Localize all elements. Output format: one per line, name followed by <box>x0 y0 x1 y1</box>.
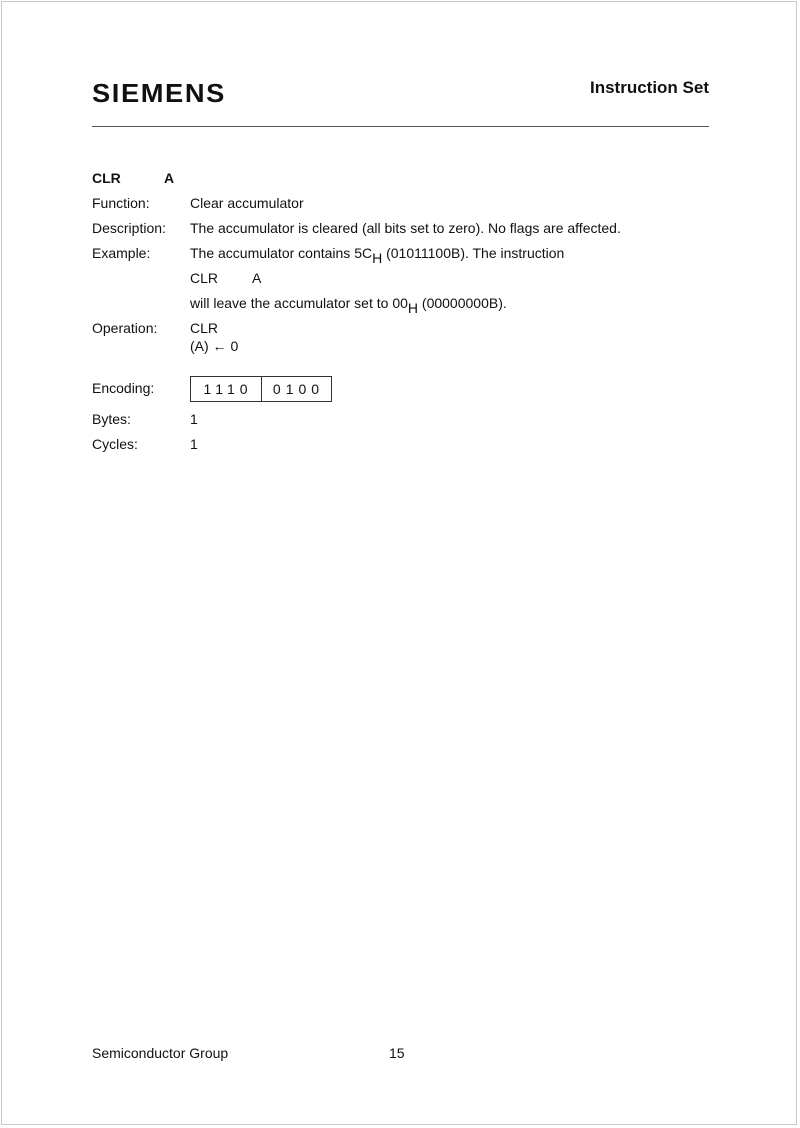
footer-page-number: 15 <box>389 1045 405 1061</box>
operation-expression: (A) ← 0 <box>190 338 239 354</box>
encoding-low-nibble: 0100 <box>261 377 331 401</box>
example-code-op: CLR <box>190 270 219 286</box>
example-label: Example: <box>92 245 151 261</box>
function-value: Clear accumulator <box>190 195 304 211</box>
example-line-3-text: will leave the accumulator set to 00 <box>190 295 408 311</box>
example-code-arg: A <box>252 270 262 286</box>
cycles-label: Cycles: <box>92 436 138 452</box>
instruction-heading <box>92 170 174 186</box>
operation-mnemonic: CLR <box>190 320 219 336</box>
encoding-high-nibble: 1110 <box>203 381 253 397</box>
example-line-3-subscript: H <box>407 300 419 316</box>
example-line-1-subscript: H <box>372 250 383 266</box>
description-label: Description: <box>92 220 166 236</box>
bytes-value: 1 <box>190 411 198 427</box>
example-line-3-rest: (00000000B). <box>418 295 507 311</box>
bytes-label: Bytes: <box>92 411 131 427</box>
cycles-value: 1 <box>190 436 198 452</box>
instruction-mnemonic: CLR <box>92 170 121 186</box>
encoding-label: Encoding: <box>92 380 155 396</box>
example-line-1 <box>190 244 564 267</box>
description-value: The accumulator is cleared (all bits set to zero). No flags are affected. <box>190 220 621 236</box>
encoding-box <box>190 376 332 402</box>
function-label: Function: <box>92 195 150 211</box>
example-line-3 <box>190 294 507 317</box>
section-title: Instruction Set <box>589 78 709 97</box>
siemens-logo: SIEMENS <box>92 78 226 108</box>
example-code <box>190 269 261 287</box>
operation-label: Operation: <box>92 320 158 336</box>
example-line-1-rest: (01011100B). The instruction <box>382 245 565 261</box>
footer-company: Semiconductor Group <box>92 1045 229 1061</box>
example-line-1-text: The accumulator contains 5C <box>190 245 373 261</box>
header-divider <box>92 126 709 127</box>
instruction-operand: A <box>164 170 175 186</box>
